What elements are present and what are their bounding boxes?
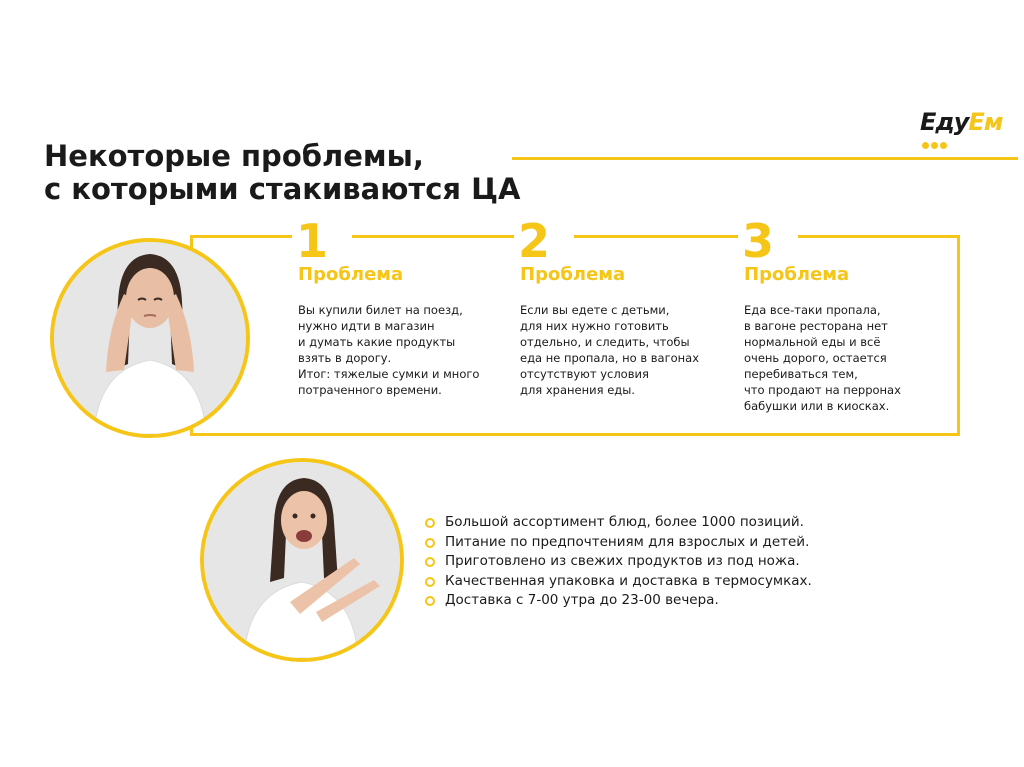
benefits-list xyxy=(425,513,812,611)
problem-2-text: Если вы едете с детьми, для них нужно готовить отдельно, и следить, чтобы еда не пропала, но в вагонах отсутствуют условия для хранения еды. xyxy=(520,303,700,397)
happy-woman-image xyxy=(204,462,400,658)
page-title xyxy=(44,140,520,206)
list-item: Питание по предпочтениям для взрослых и детей. xyxy=(425,533,812,553)
problem-3-number: 3 xyxy=(742,214,775,268)
title-line-2: с которыми стакиваются ЦА xyxy=(44,172,521,206)
problem-2-number: 2 xyxy=(518,214,551,268)
problem-1-text: Вы купили билет на поезд, нужно идти в магазин и думать какие продукты взять в дорогу. Итог: тяжелые сумки и много потраченного времени. xyxy=(298,303,480,397)
logo-accent-text: Ем xyxy=(968,108,1003,136)
problem-1-number: 1 xyxy=(296,214,329,268)
bullet-icon xyxy=(425,538,435,548)
logo-dots-icon xyxy=(922,134,952,142)
stressed-woman-photo xyxy=(50,238,250,438)
list-item: Приготовлено из свежих продуктов из под ножа. xyxy=(425,552,812,572)
header-divider xyxy=(512,157,1018,160)
brand-logo xyxy=(920,108,1003,144)
bullet-icon xyxy=(425,518,435,528)
list-item: Доставка с 7-00 утра до 23-00 вечера. xyxy=(425,591,812,611)
list-item: Большой ассортимент блюд, более 1000 позиций. xyxy=(425,513,812,533)
logo-text xyxy=(920,108,1002,136)
problem-2-title: Проблема xyxy=(520,264,626,285)
problem-3-text: Еда все-таки пропала, в вагоне ресторана нет нормальной еды и всё очень дорого, остается перебиваться тем, что продают на перронах бабушки или в киосках. xyxy=(744,303,901,413)
bullet-icon xyxy=(425,577,435,587)
logo-main-text: Еду xyxy=(920,108,969,136)
problem-3-title: Проблема xyxy=(744,264,850,285)
stressed-woman-image xyxy=(54,242,246,434)
title-line-1: Некоторые проблемы, xyxy=(44,139,424,173)
happy-woman-photo xyxy=(200,458,404,662)
bullet-icon xyxy=(425,557,435,567)
list-item: Качественная упаковка и доставка в термосумках. xyxy=(425,572,812,592)
problem-1-title: Проблема xyxy=(298,264,404,285)
bullet-icon xyxy=(425,596,435,606)
